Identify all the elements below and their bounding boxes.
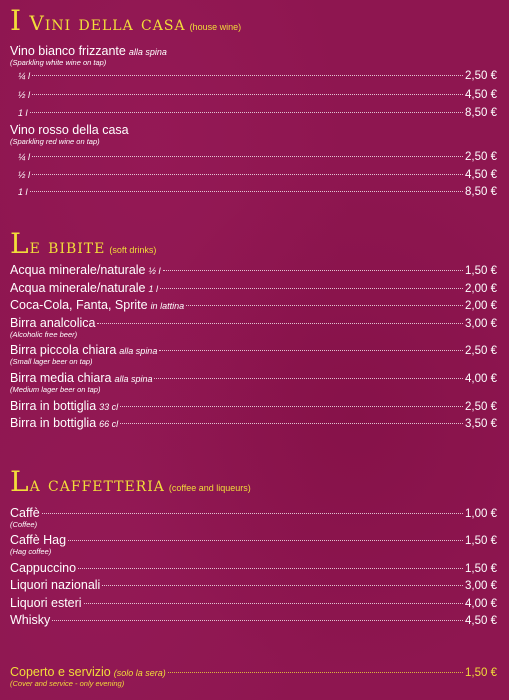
leader-dots [84,603,463,604]
menu-item-coperto: Coperto e servizio (solo la sera) 1,50 € (Cover and service - only evening) [10,665,497,688]
leader-dots [52,620,463,621]
size-row: ½ l 4,50 € [18,89,497,101]
size-row: 1 l 8,50 € [18,186,497,198]
menu-item: Birra media chiara alla spina 4,00 € (Medium lager beer on tap) [10,371,497,394]
leader-dots [30,112,464,113]
section-title-bibite: Le bibite (soft drinks) [10,227,157,260]
size-row: 1 l 8,50 € [18,107,497,119]
size-row: ¼ l 2,50 € [18,151,497,163]
leader-dots [78,568,463,569]
menu-item: Birra in bottiglia 33 cl 2,50 € [10,399,497,413]
leader-dots [120,423,463,424]
leader-dots [32,174,463,175]
section-subtitle: (house wine) [189,22,242,32]
section-title-caffetteria: La caffetteria (coffee and liqueurs) [10,465,251,498]
menu-item: Birra piccola chiara alla spina 2,50 € (Small lager beer on tap) [10,343,497,366]
section-subtitle: (coffee and liqueurs) [168,483,251,493]
menu-item-vino-bianco: Vino bianco frizzante alla spina (Sparkling white wine on tap) [10,44,167,67]
section-subtitle: (soft drinks) [109,245,157,255]
size-row: ¼ l 2,50 € [18,70,497,82]
leader-dots [163,270,464,271]
menu-item: Caffè Hag 1,50 € (Hag coffee) [10,533,497,556]
leader-dots [102,585,463,586]
leader-dots [160,288,463,289]
leader-dots [186,305,463,306]
leader-dots [97,323,463,324]
leader-dots [32,75,463,76]
leader-dots [32,94,463,95]
leader-dots [154,378,463,379]
leader-dots [159,350,463,351]
menu-item: Whisky 4,50 € [10,613,497,627]
menu-item: Cappuccino 1,50 € [10,561,497,575]
leader-dots [168,672,463,673]
menu-item: Liquori esteri 4,00 € [10,596,497,610]
leader-dots [30,191,464,192]
menu-item: Coca-Cola, Fanta, Sprite in lattina 2,00 € [10,298,497,312]
menu-item: Birra analcolica 3,00 € (Alcoholic free beer) [10,316,497,339]
menu-item-vino-rosso: Vino rosso della casa (Sparkling red wine on tap) [10,123,129,146]
menu-item: Birra in bottiglia 66 cl 3,50 € [10,416,497,430]
leader-dots [32,156,463,157]
leader-dots [42,513,463,514]
leader-dots [68,540,463,541]
section-title-vini: I Vini della casa (house wine) [10,4,242,37]
leader-dots [120,406,463,407]
menu-item: Acqua minerale/naturale ½ l 1,50 € [10,263,497,277]
size-row: ½ l 4,50 € [18,169,497,181]
menu-item: Caffè 1,00 € (Coffee) [10,506,497,529]
menu-item: Acqua minerale/naturale 1 l 2,00 € [10,281,497,295]
menu-item: Liquori nazionali 3,00 € [10,578,497,592]
